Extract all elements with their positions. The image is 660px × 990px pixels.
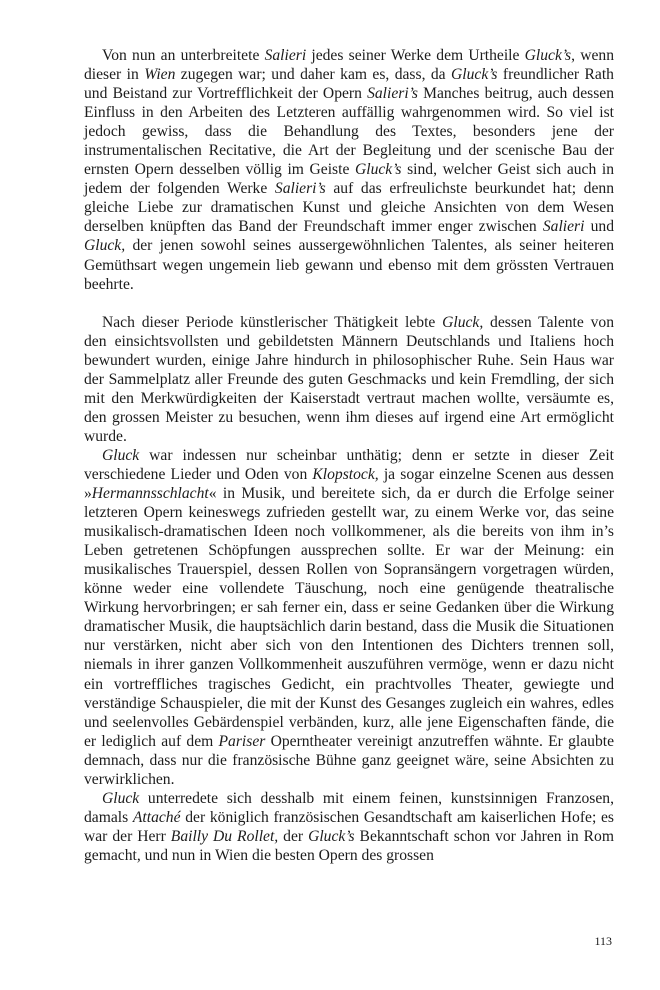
italic-text: Gluck bbox=[102, 446, 140, 464]
text-run: der bbox=[278, 827, 309, 845]
text-run: der königlich französischen Gesandtschaft am kaiserlichen Hofe; es war der Herr bbox=[84, 808, 614, 845]
page-number: 113 bbox=[594, 934, 612, 948]
italic-text: Gluck’s bbox=[308, 827, 355, 845]
italic-text: Bailly Du Rollet, bbox=[170, 827, 279, 845]
text-run: sind, welcher Geist sich auch in jedem der folgenden Werke bbox=[84, 161, 615, 198]
text-run: zugegen war; und daher kam es, dass, da bbox=[175, 66, 452, 84]
italic-text: Gluck, bbox=[442, 313, 484, 331]
text-run: dessen Talente von den einsichtsvollsten und gebildetsten Männern Deutschlands und Italiens hoch bewundert wurden, einige Jahre hindurch in philosophischer Ruhe. Sein Haus war der Sammelplatz aller Freunde des guten Geschmacks und kein Fremdling, der sich mit den Merkwürdigkeiten der Kaiserstadt vertraut machen wollte, versäumte es, den grossen Meister zu besuchen, wenn ihm dieses auf irgend eine Art ermöglicht wurde. bbox=[84, 313, 614, 445]
italic-text: Salieri’s bbox=[367, 85, 418, 103]
paragraph bbox=[84, 446, 614, 789]
text-run: Nach dieser Periode künstlerischer Thätigkeit lebte bbox=[102, 313, 443, 331]
text-run: freundlicher Rath und Beistand zur Vortrefflichkeit der Opern bbox=[84, 66, 614, 103]
text-run: Von nun an unterbreitete bbox=[102, 47, 265, 64]
italic-text: Salieri bbox=[542, 218, 585, 236]
page-body bbox=[84, 46, 614, 865]
italic-text: Gluck’s bbox=[451, 66, 498, 84]
text-run: und bbox=[584, 218, 614, 236]
italic-text: Wien bbox=[144, 66, 176, 84]
text-run: der jenen sowohl seines aussergewöhnlichen Talentes, als seiner heiteren Gemüthsart wegen ungemein lieb gewann und ebenso mit dem grössten Vertrauen beehrte. bbox=[84, 237, 614, 293]
text-run: Operntheater vereinigt anzutreffen wähnte. Er glaubte demnach, dass nur die französische Bühne ganz geeignet wäre, seine Absichten zu verwirklichen. bbox=[84, 732, 615, 788]
italic-text: Gluck’s bbox=[524, 47, 572, 64]
paragraph bbox=[84, 46, 614, 294]
text-run: unterredete sich desshalb mit einem feinen, kunstsinnigen Franzosen, damals bbox=[84, 789, 614, 826]
italic-text: Gluck, bbox=[84, 237, 126, 255]
italic-text: Gluck bbox=[102, 789, 140, 807]
text-run: jedes seiner Werke dem Urtheile bbox=[306, 47, 525, 64]
italic-text: Pariser bbox=[218, 732, 266, 750]
text-run: Bekanntschaft schon vor Jahren in Rom gemacht, und nun in Wien die besten Opern des grossen bbox=[84, 827, 614, 864]
text-run: ja sogar einzelne Scenen aus dessen » bbox=[84, 465, 614, 503]
text-run: Manches beitrug, auch dessen Einfluss in den Arbeiten des Letzteren auffällig wahrgenommen wird. So viel ist jedoch gewiss, dass die Behandlung des Textes, besonders jene der instrumentalischen Recitative, die Art der Begleitung und der scenische Bau der ernsten Opern desselben völlig im Geiste bbox=[84, 85, 614, 179]
text-run: war indessen nur scheinbar unthätig; denn er setzte in dieser Zeit verschiedene Lieder und Oden von bbox=[84, 446, 614, 483]
italic-text: Gluck’s bbox=[355, 161, 402, 179]
text-run: « in Musik, und bereitete sich, da er durch die Erfolge seiner letzteren Opern keineswegs zufrieden gestellt war, zu einem Werke vor, das seine musikalisch-dramatischen Ideen noch vollkommener, als die bereits von ihm in’s Leben getretenen Schöpfungen aussprechen sollte. Er war der Meinung: ein musikalisches Trauerspiel, dessen Rollen von Sopransängern vorgetragen würden, könne weder eine vollendete Täuschung, noch eine genügende theatralische Wirkung hervorbringen; er sah ferner ein, dass er seine Gedanken über die Wirkung dramatischer Musik, die hauptsächlich darin bestand, dass die Musik die Situationen nur verstärken, nicht aber sich von den Intentionen des Dichters trennen soll, niemals in ihrer ganzen Vollkommenheit auszuführen vermöge, wenn er dazu nicht ein vortreffliches tragisches Gedicht, ein prachtvolles Theater, gewiegte und verständige Schauspieler, die mit der Kunst des Gesanges zugleich ein wahres, edles und seelenvolles Gebärdenspiel verbänden, kurz, alle jene Eigenschaften fände, die er lediglich auf dem bbox=[84, 485, 614, 750]
italic-text: Attaché bbox=[132, 808, 181, 826]
text-run: auf das erfreulichste beurkundet hat; denn gleiche Liebe zur dramatischen Kunst und gleiche Ansichten von dem Wesen derselben knüpften das Band der Freundschaft immer enger zwischen bbox=[84, 180, 614, 236]
text-run: , wenn dieser in bbox=[84, 47, 615, 84]
italic-text: Salieri’s bbox=[274, 180, 326, 198]
italic-text: Hermannsschlacht bbox=[91, 485, 209, 503]
italic-text: Salieri bbox=[264, 47, 307, 64]
paragraph bbox=[84, 789, 614, 865]
italic-text: Klopstock, bbox=[312, 465, 379, 483]
paragraph bbox=[84, 313, 614, 446]
